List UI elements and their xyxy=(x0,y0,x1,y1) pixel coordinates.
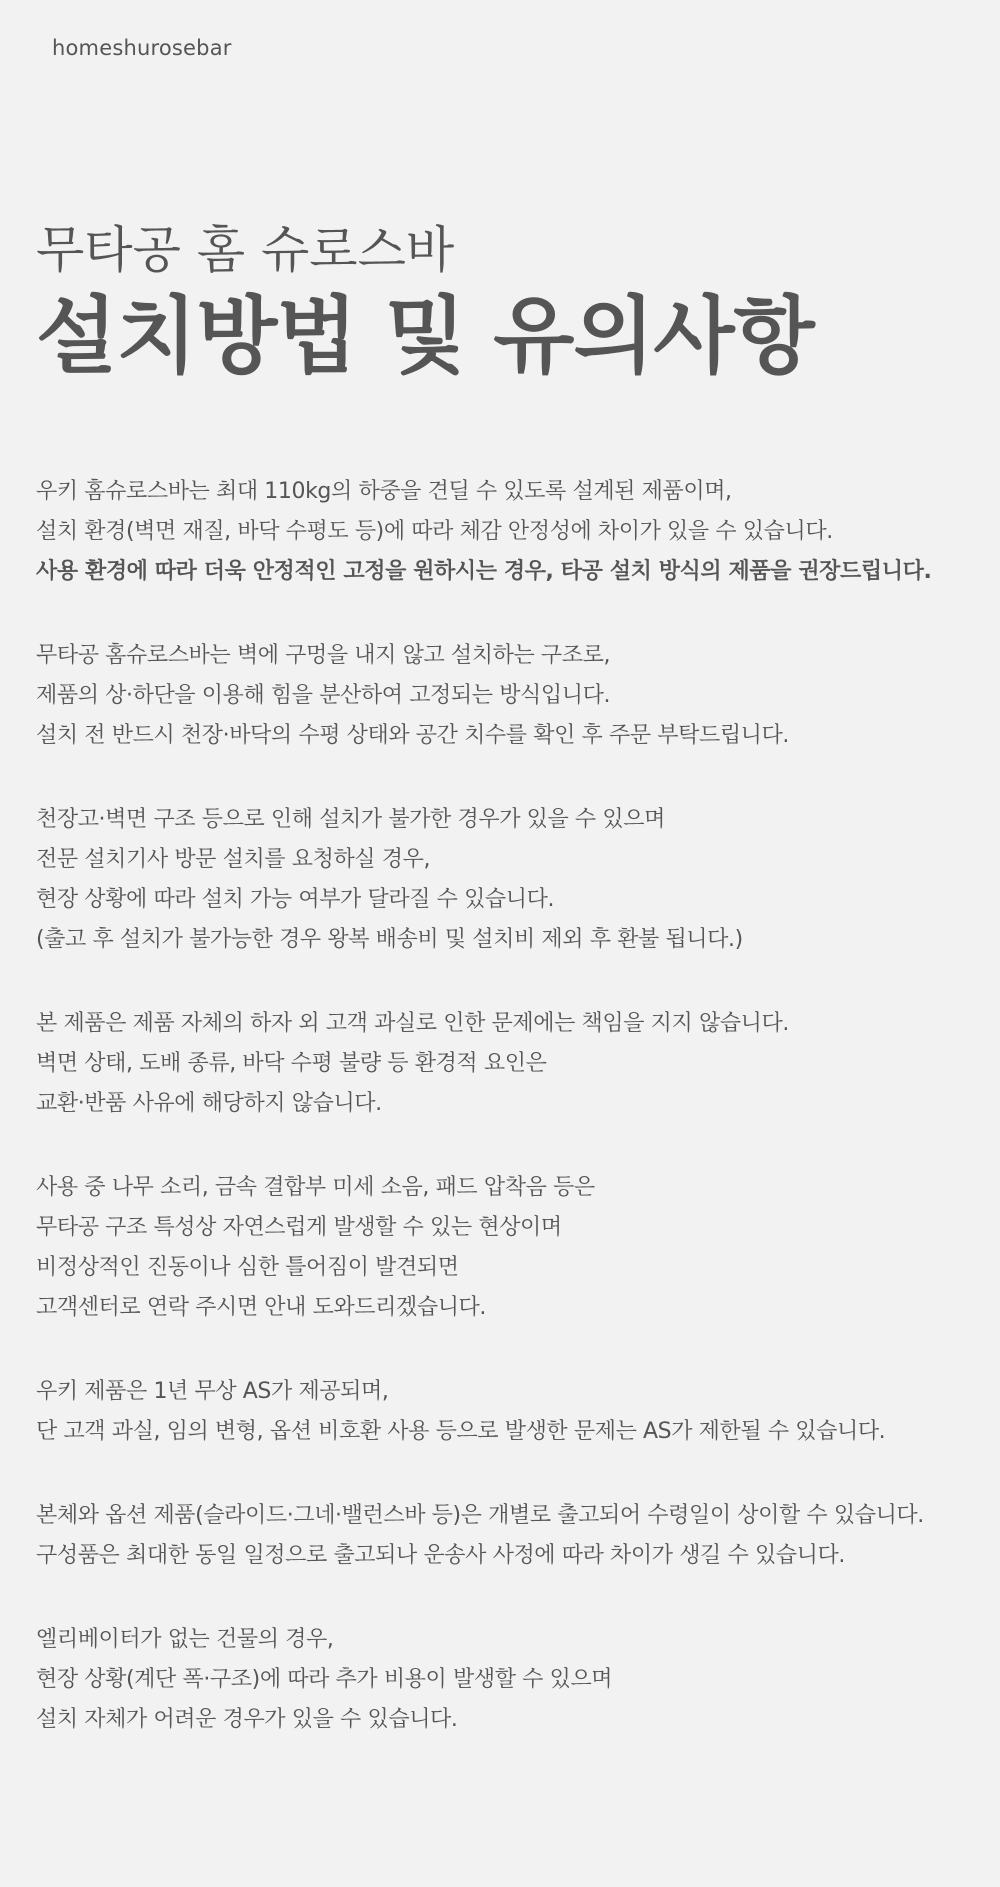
page-subtitle: 무타공 홈 슈로스바 xyxy=(36,221,455,279)
notice-line: 우키 제품은 1년 무상 AS가 제공되며, xyxy=(36,1379,389,1404)
page-title: 설치방법 및 유의사항 xyxy=(36,287,814,385)
notice-line-emphasis: 사용 환경에 따라 더욱 안정적인 고정을 원하시는 경우, 타공 설치 방식의 제품을 권장드립니다. xyxy=(36,559,932,584)
notice-line: (출고 후 설치가 불가능한 경우 왕복 배송비 및 설치비 제외 후 환불 됩니다.) xyxy=(36,927,743,952)
notice-line: 구성품은 최대한 동일 일정으로 출고되나 운송사 사정에 따라 차이가 생길 수 있습니다. xyxy=(36,1543,845,1568)
notice-line: 벽면 상태, 도배 종류, 바닥 수평 불량 등 환경적 요인은 xyxy=(36,1051,547,1076)
notice-line: 현장 상황(계단 폭·구조)에 따라 추가 비용이 발생할 수 있으며 xyxy=(36,1667,613,1692)
notice-line: 설치 전 반드시 천장·바닥의 수평 상태와 공간 치수를 확인 후 주문 부탁드립니다. xyxy=(36,723,789,748)
notice-line: 우키 홈슈로스바는 최대 110kg의 하중을 견딜 수 있도록 설계된 제품이며, xyxy=(36,479,732,504)
notice-paragraph xyxy=(36,1372,986,1452)
notice-paragraph xyxy=(36,1620,986,1740)
notice-line: 설치 자체가 어려운 경우가 있을 수 있습니다. xyxy=(36,1707,458,1732)
notice-line: 천장고·벽면 구조 등으로 인해 설치가 불가한 경우가 있을 수 있으며 xyxy=(36,807,665,832)
notice-line: 현장 상황에 따라 설치 가능 여부가 달라질 수 있습니다. xyxy=(36,887,555,912)
page-heading xyxy=(36,218,976,388)
notice-line: 무타공 홈슈로스바는 벽에 구멍을 내지 않고 설치하는 구조로, xyxy=(36,643,611,668)
notice-line: 사용 중 나무 소리, 금속 결합부 미세 소음, 패드 압착음 등은 xyxy=(36,1175,595,1200)
notice-paragraph xyxy=(36,1004,986,1124)
notice-line: 고객센터로 연락 주시면 안내 도와드리겠습니다. xyxy=(36,1295,487,1320)
notice-line: 본체와 옵션 제품(슬라이드·그네·밸런스바 등)은 개별로 출고되어 수령일이 상이할 수 있습니다. xyxy=(36,1503,924,1528)
notice-paragraph xyxy=(36,800,986,960)
notice-paragraph xyxy=(36,1168,986,1328)
notice-paragraph xyxy=(36,1496,986,1576)
notice-line: 설치 환경(벽면 재질, 바닥 수평도 등)에 따라 체감 안정성에 차이가 있을 수 있습니다. xyxy=(36,519,833,544)
notice-line: 교환·반품 사유에 해당하지 않습니다. xyxy=(36,1091,382,1116)
notice-line: 단 고객 과실, 임의 변형, 옵션 비호환 사용 등으로 발생한 문제는 AS가 제한될 수 있습니다. xyxy=(36,1419,886,1444)
notice-line: 제품의 상·하단을 이용해 힘을 분산하여 고정되는 방식입니다. xyxy=(36,683,611,708)
notice-paragraph xyxy=(36,472,986,592)
notice-body xyxy=(36,472,986,1784)
notice-line: 비정상적인 진동이나 심한 틀어짐이 발견되면 xyxy=(36,1255,459,1280)
notice-paragraph xyxy=(36,636,986,756)
notice-line: 엘리베이터가 없는 건물의 경우, xyxy=(36,1627,334,1652)
notice-line: 무타공 구조 특성상 자연스럽게 발생할 수 있는 현상이며 xyxy=(36,1215,562,1240)
notice-line: 전문 설치기사 방문 설치를 요청하실 경우, xyxy=(36,847,431,872)
notice-line: 본 제품은 제품 자체의 하자 외 고객 과실로 인한 문제에는 책임을 지지 않습니다. xyxy=(36,1011,789,1036)
brand-name: homeshurosebar xyxy=(52,36,232,60)
